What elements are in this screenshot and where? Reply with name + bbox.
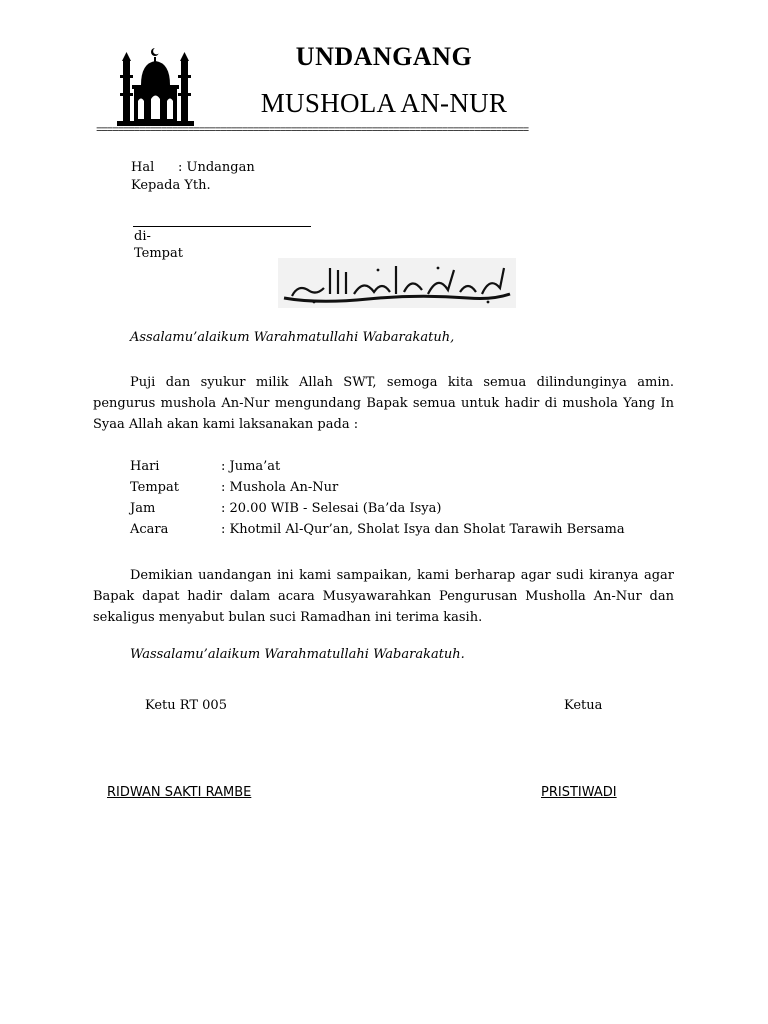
hal-label: Hal: [131, 160, 155, 175]
title-line-1: UNDANGANG: [295, 42, 473, 71]
signature-right-title: Ketua: [564, 698, 603, 713]
di-label: di-: [134, 229, 151, 244]
signature-right-name: PRISTIWADI: [541, 785, 617, 800]
mosque-icon: [113, 47, 198, 127]
hal-value: : Undangan: [178, 160, 255, 175]
detail-value-tempat: : Mushola An-Nur: [221, 480, 339, 495]
signature-left-name: RIDWAN SAKTI RAMBE: [107, 785, 252, 800]
opening-paragraph: [93, 372, 674, 435]
title-line-2: MUSHOLA AN-NUR: [260, 88, 508, 118]
basmalah-calligraphy: [278, 258, 516, 308]
detail-value-jam: : 20.00 WIB - Selesai (Ba’da Isya): [221, 501, 442, 516]
closing-paragraph: [93, 565, 674, 628]
recipient-blank-line: [133, 226, 311, 227]
detail-value-acara: : Khotmil Al-Qur’an, Sholat Isya dan Sholat Tarawih Bersama: [221, 522, 625, 537]
header-separator: ================================================================================: [96, 125, 529, 137]
tempat-label: Tempat: [134, 246, 183, 261]
signature-left-title: Ketu RT 005: [145, 698, 227, 713]
opening-paragraph-text: Puji dan syukur milik Allah SWT, semoga kita semua dilindunginya amin. pengurus mushola An-Nur mengundang Bapak semua untuk hadir di mushola Yang In Syaa Allah akan kami laksanakan pada :: [93, 375, 674, 432]
greeting: Assalamu’alaikum Warahmatullahi Wabarakatuh,: [130, 330, 455, 345]
recipient-label: Kepada Yth.: [131, 178, 211, 193]
detail-label-jam: Jam: [130, 501, 156, 516]
detail-label-hari: Hari: [130, 459, 160, 474]
detail-value-hari: : Juma’at: [221, 459, 281, 474]
detail-label-acara: Acara: [130, 522, 169, 537]
detail-label-tempat: Tempat: [130, 480, 179, 495]
closing-salutation: Wassalamu’alaikum Warahmatullahi Wabarakatuh.: [130, 647, 465, 662]
closing-paragraph-text: Demikian uandangan ini kami sampaikan, kami berharap agar sudi kiranya agar Bapak dapat hadir dalam acara Musyawarahkan Pengurusan Musholla An-Nur dan sekaligus menyabut bulan suci Ramadhan ini terima kasih.: [93, 568, 674, 625]
